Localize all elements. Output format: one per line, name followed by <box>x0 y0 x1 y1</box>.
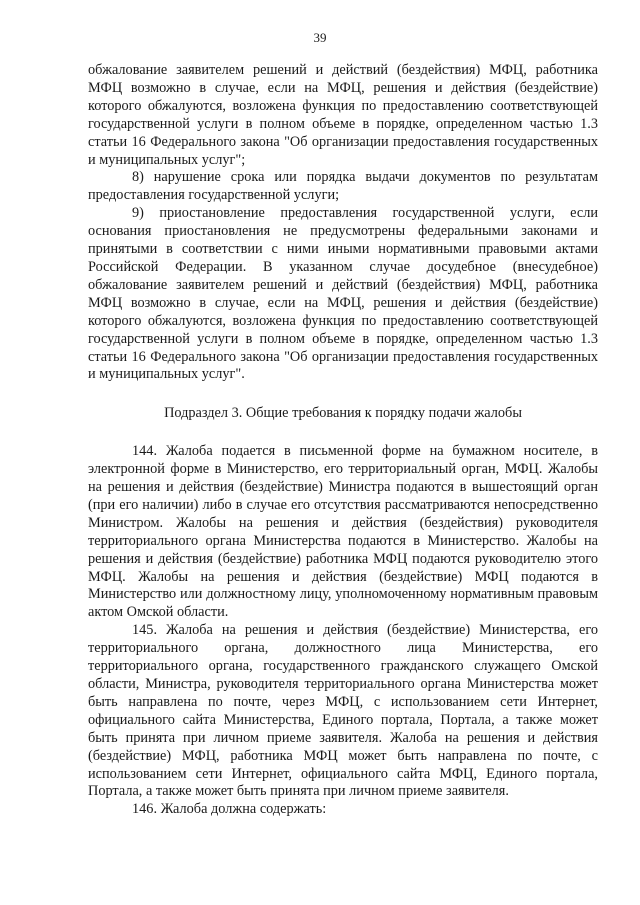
paragraph-item-8: 8) нарушение срока или порядка выдачи документов по результатам предоставления государственной услуги; <box>88 169 598 204</box>
subsection-heading: Подраздел 3. Общие требования к порядку подачи жалобы <box>164 405 522 422</box>
paragraph-continuation: обжалование заявителем решений и действий (бездействия) МФЦ, работника МФЦ возможно в случае, если на МФЦ, решения и действия (бездействие) которого обжалуются, возложена функция по предоставлению соответствующей государственной услуги в полном объеме в порядке, определенном частью 1.3 статьи 16 Федерального закона "Об организации предоставления государственных и муниципальных услуг"; <box>88 62 598 168</box>
paragraph-146: 146. Жалоба должна содержать: <box>132 801 327 818</box>
paragraph-145: 145. Жалоба на решения и действия (бездействие) Министерства, его территориального органа, должностного лица Министерства, его территориального органа, государственного гражданского служащего Омской области, Министра, руководителя территориального органа Министерства может быть направлена по почте, через МФЦ, с использованием сети Интернет, официального сайта Министерства, Единого портала, Портала, а также может быть принята при личном приеме заявителя. Жалоба на решения и действия (бездействие) МФЦ, работника МФЦ может быть направлена по почте, с использованием сети Интернет, официального сайта МФЦ, Единого портала, Портала, а также может быть принята при личном приеме заявителя. <box>88 622 598 800</box>
paragraph-144: 144. Жалоба подается в письменной форме на бумажном носителе, в электронной форме в Министерство, его территориальный орган, МФЦ. Жалобы на решения и действия (бездействие) Министра подаются в вышестоящий орган (при его наличии) либо в случае его отсутствия рассматриваются непосредственно Министром. Жалобы на решения и действия (бездействия) руководителя территориального органа Министерства подаются в Министерство. Жалобы на решения и действия (бездействие) работника МФЦ подаются руководителю этого МФЦ. Жалобы на решения и действия (бездействие) МФЦ подаются в Министерство или должностному лицу, уполномоченному нормативным правовым актом Омской области. <box>88 443 598 621</box>
document-body <box>88 62 598 819</box>
paragraph-item-9: 9) приостановление предоставления государственной услуги, если основания приостановления не предусмотрены федеральными законами и принятыми в соответствии с ними иными нормативными правовыми актами Российской Федерации. В указанном случае досудебное (внесудебное) обжалование заявителем решений и действий (бездействия) МФЦ, работника МФЦ возможно в случае, если на МФЦ, решения и действия (бездействие) которого обжалуются, возложена функция по предоставлению соответствующей государственной услуги в полном объеме в порядке, определенном частью 1.3 статьи 16 Федерального закона "Об организации предоставления государственных и муниципальных услуг". <box>88 205 598 383</box>
page-number: 39 <box>313 30 327 45</box>
